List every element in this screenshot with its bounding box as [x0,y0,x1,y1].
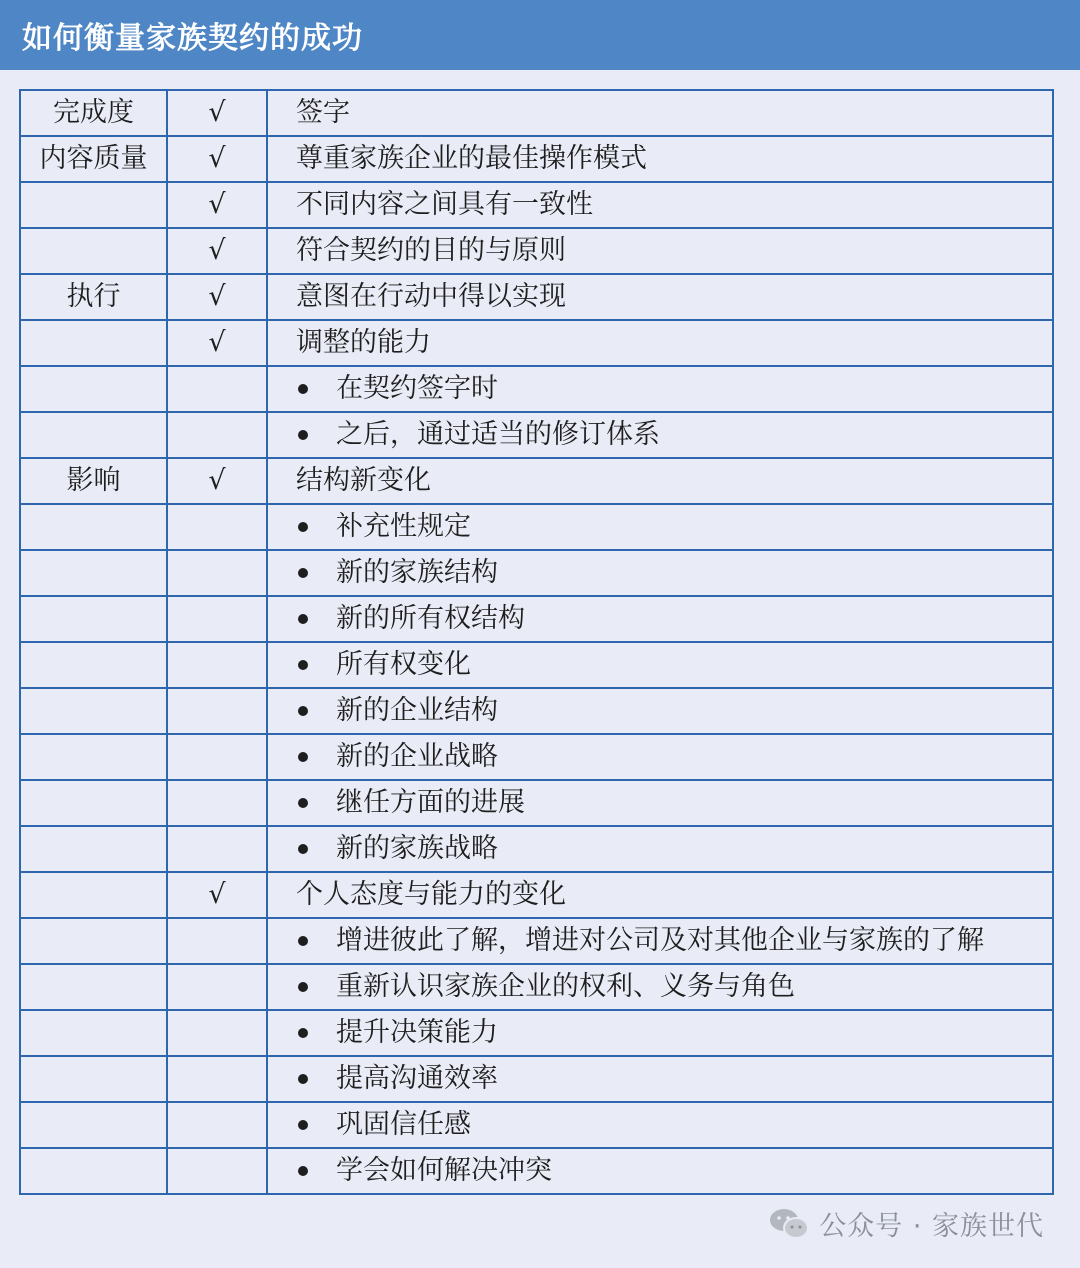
check-mark-cell [167,642,267,688]
table-row [20,1102,1053,1148]
table-row [20,734,1053,780]
criterion-cell [267,872,1053,918]
table-row [20,826,1053,872]
watermark-text: 公众号 · 家族世代 [819,1211,1044,1242]
category-cell [20,872,167,918]
table-row [20,550,1053,596]
table-row [20,136,1053,182]
category-cell [20,412,167,458]
criterion-cell [267,734,1053,780]
bullet-icon [298,798,308,808]
table-row [20,412,1053,458]
criterion-cell [267,964,1053,1010]
check-mark-cell [167,412,267,458]
bullet-item-text: 巩固信任感 [336,1109,471,1140]
criterion-cell [267,412,1053,458]
category-cell [20,182,167,228]
check-mark-cell: √ [167,90,267,136]
criterion-cell [267,826,1053,872]
check-mark-cell [167,826,267,872]
table-row [20,642,1053,688]
criterion-text: 结构新变化 [296,465,431,496]
category-cell [20,1010,167,1056]
bullet-icon [298,1166,308,1176]
criterion-text: 尊重家族企业的最佳操作模式 [296,143,647,174]
wechat-icon [769,1207,809,1241]
criterion-cell [267,780,1053,826]
table-row [20,274,1053,320]
criterion-cell [267,550,1053,596]
category-cell [20,1102,167,1148]
check-mark-cell: √ [167,872,267,918]
bullet-icon [298,1074,308,1084]
check-mark-cell [167,1056,267,1102]
table-row [20,320,1053,366]
criterion-cell [267,136,1053,182]
criteria-table [19,89,1054,1195]
check-mark-cell [167,596,267,642]
bullet-icon [298,430,308,440]
criterion-cell [267,918,1053,964]
table-row [20,458,1053,504]
bullet-icon [298,706,308,716]
table-row [20,596,1053,642]
bullet-item-text: 学会如何解决冲突 [336,1155,552,1186]
category-cell: 内容质量 [20,136,167,182]
bullet-icon [298,614,308,624]
category-cell [20,918,167,964]
table-row [20,504,1053,550]
bullet-icon [298,752,308,762]
criterion-cell [267,1010,1053,1056]
criterion-cell [267,688,1053,734]
category-cell [20,1148,167,1194]
bullet-item-text: 新的企业战略 [336,741,498,772]
category-cell: 影响 [20,458,167,504]
bullet-item-text: 新的家族结构 [336,557,498,588]
category-cell [20,734,167,780]
category-cell [20,826,167,872]
bullet-icon [298,1120,308,1130]
bullet-icon [298,384,308,394]
category-cell [20,596,167,642]
table-row [20,918,1053,964]
criterion-cell [267,504,1053,550]
criterion-text: 签字 [296,97,350,128]
bullet-icon [298,522,308,532]
bullet-icon [298,982,308,992]
table-row [20,964,1053,1010]
criterion-cell [267,596,1053,642]
bullet-icon [298,1028,308,1038]
table-row [20,688,1053,734]
watermark [769,1204,1044,1243]
bullet-icon [298,844,308,854]
table-row [20,872,1053,918]
criterion-text: 意图在行动中得以实现 [296,281,566,312]
category-cell [20,228,167,274]
bullet-item-text: 提升决策能力 [336,1017,498,1048]
bullet-icon [298,936,308,946]
table-row [20,1148,1053,1194]
bullet-item-text: 提高沟通效率 [336,1063,498,1094]
category-cell [20,688,167,734]
category-cell [20,550,167,596]
bullet-item-text: 新的企业结构 [336,695,498,726]
bullet-item-text: 新的所有权结构 [336,603,525,634]
bullet-item-text: 重新认识家族企业的权利、义务与角色 [336,971,795,1002]
category-cell: 执行 [20,274,167,320]
bullet-item-text: 所有权变化 [336,649,471,680]
category-cell [20,642,167,688]
check-mark-cell [167,1010,267,1056]
title-bar [0,0,1080,70]
criterion-text: 调整的能力 [296,327,431,358]
check-mark-cell: √ [167,320,267,366]
criterion-text: 不同内容之间具有一致性 [296,189,593,220]
check-mark-cell [167,688,267,734]
check-mark-cell [167,918,267,964]
criterion-cell [267,1102,1053,1148]
check-mark-cell [167,550,267,596]
table-row [20,1010,1053,1056]
criterion-cell [267,1056,1053,1102]
bullet-item-text: 增进彼此了解，增进对公司及对其他企业与家族的了解 [336,925,984,956]
category-cell [20,320,167,366]
table-row [20,1056,1053,1102]
table-row [20,182,1053,228]
bullet-item-text: 在契约签字时 [336,373,498,404]
criterion-text: 符合契约的目的与原则 [296,235,566,266]
criterion-text: 个人态度与能力的变化 [296,879,566,910]
table-row [20,366,1053,412]
criterion-cell [267,90,1053,136]
bullet-item-text: 新的家族战略 [336,833,498,864]
criterion-cell [267,366,1053,412]
table-row [20,228,1053,274]
check-mark-cell: √ [167,274,267,320]
category-cell: 完成度 [20,90,167,136]
check-mark-cell [167,964,267,1010]
bullet-item-text: 继任方面的进展 [336,787,525,818]
check-mark-cell [167,1102,267,1148]
check-mark-cell: √ [167,136,267,182]
check-mark-cell [167,366,267,412]
check-mark-cell: √ [167,458,267,504]
category-cell [20,964,167,1010]
table-row [20,90,1053,136]
page-title: 如何衡量家族契约的成功 [22,21,363,56]
check-mark-cell [167,1148,267,1194]
criterion-cell [267,458,1053,504]
check-mark-cell: √ [167,228,267,274]
category-cell [20,780,167,826]
criterion-cell [267,274,1053,320]
category-cell [20,366,167,412]
check-mark-cell: √ [167,182,267,228]
criterion-cell [267,1148,1053,1194]
category-cell [20,504,167,550]
bullet-item-text: 补充性规定 [336,511,471,542]
bullet-icon [298,660,308,670]
criterion-cell [267,320,1053,366]
category-cell [20,1056,167,1102]
table-row [20,780,1053,826]
bullet-item-text: 之后，通过适当的修订体系 [336,419,660,450]
bullet-icon [298,568,308,578]
criterion-cell [267,642,1053,688]
criterion-cell [267,182,1053,228]
criterion-cell [267,228,1053,274]
check-mark-cell [167,504,267,550]
check-mark-cell [167,734,267,780]
check-mark-cell [167,780,267,826]
